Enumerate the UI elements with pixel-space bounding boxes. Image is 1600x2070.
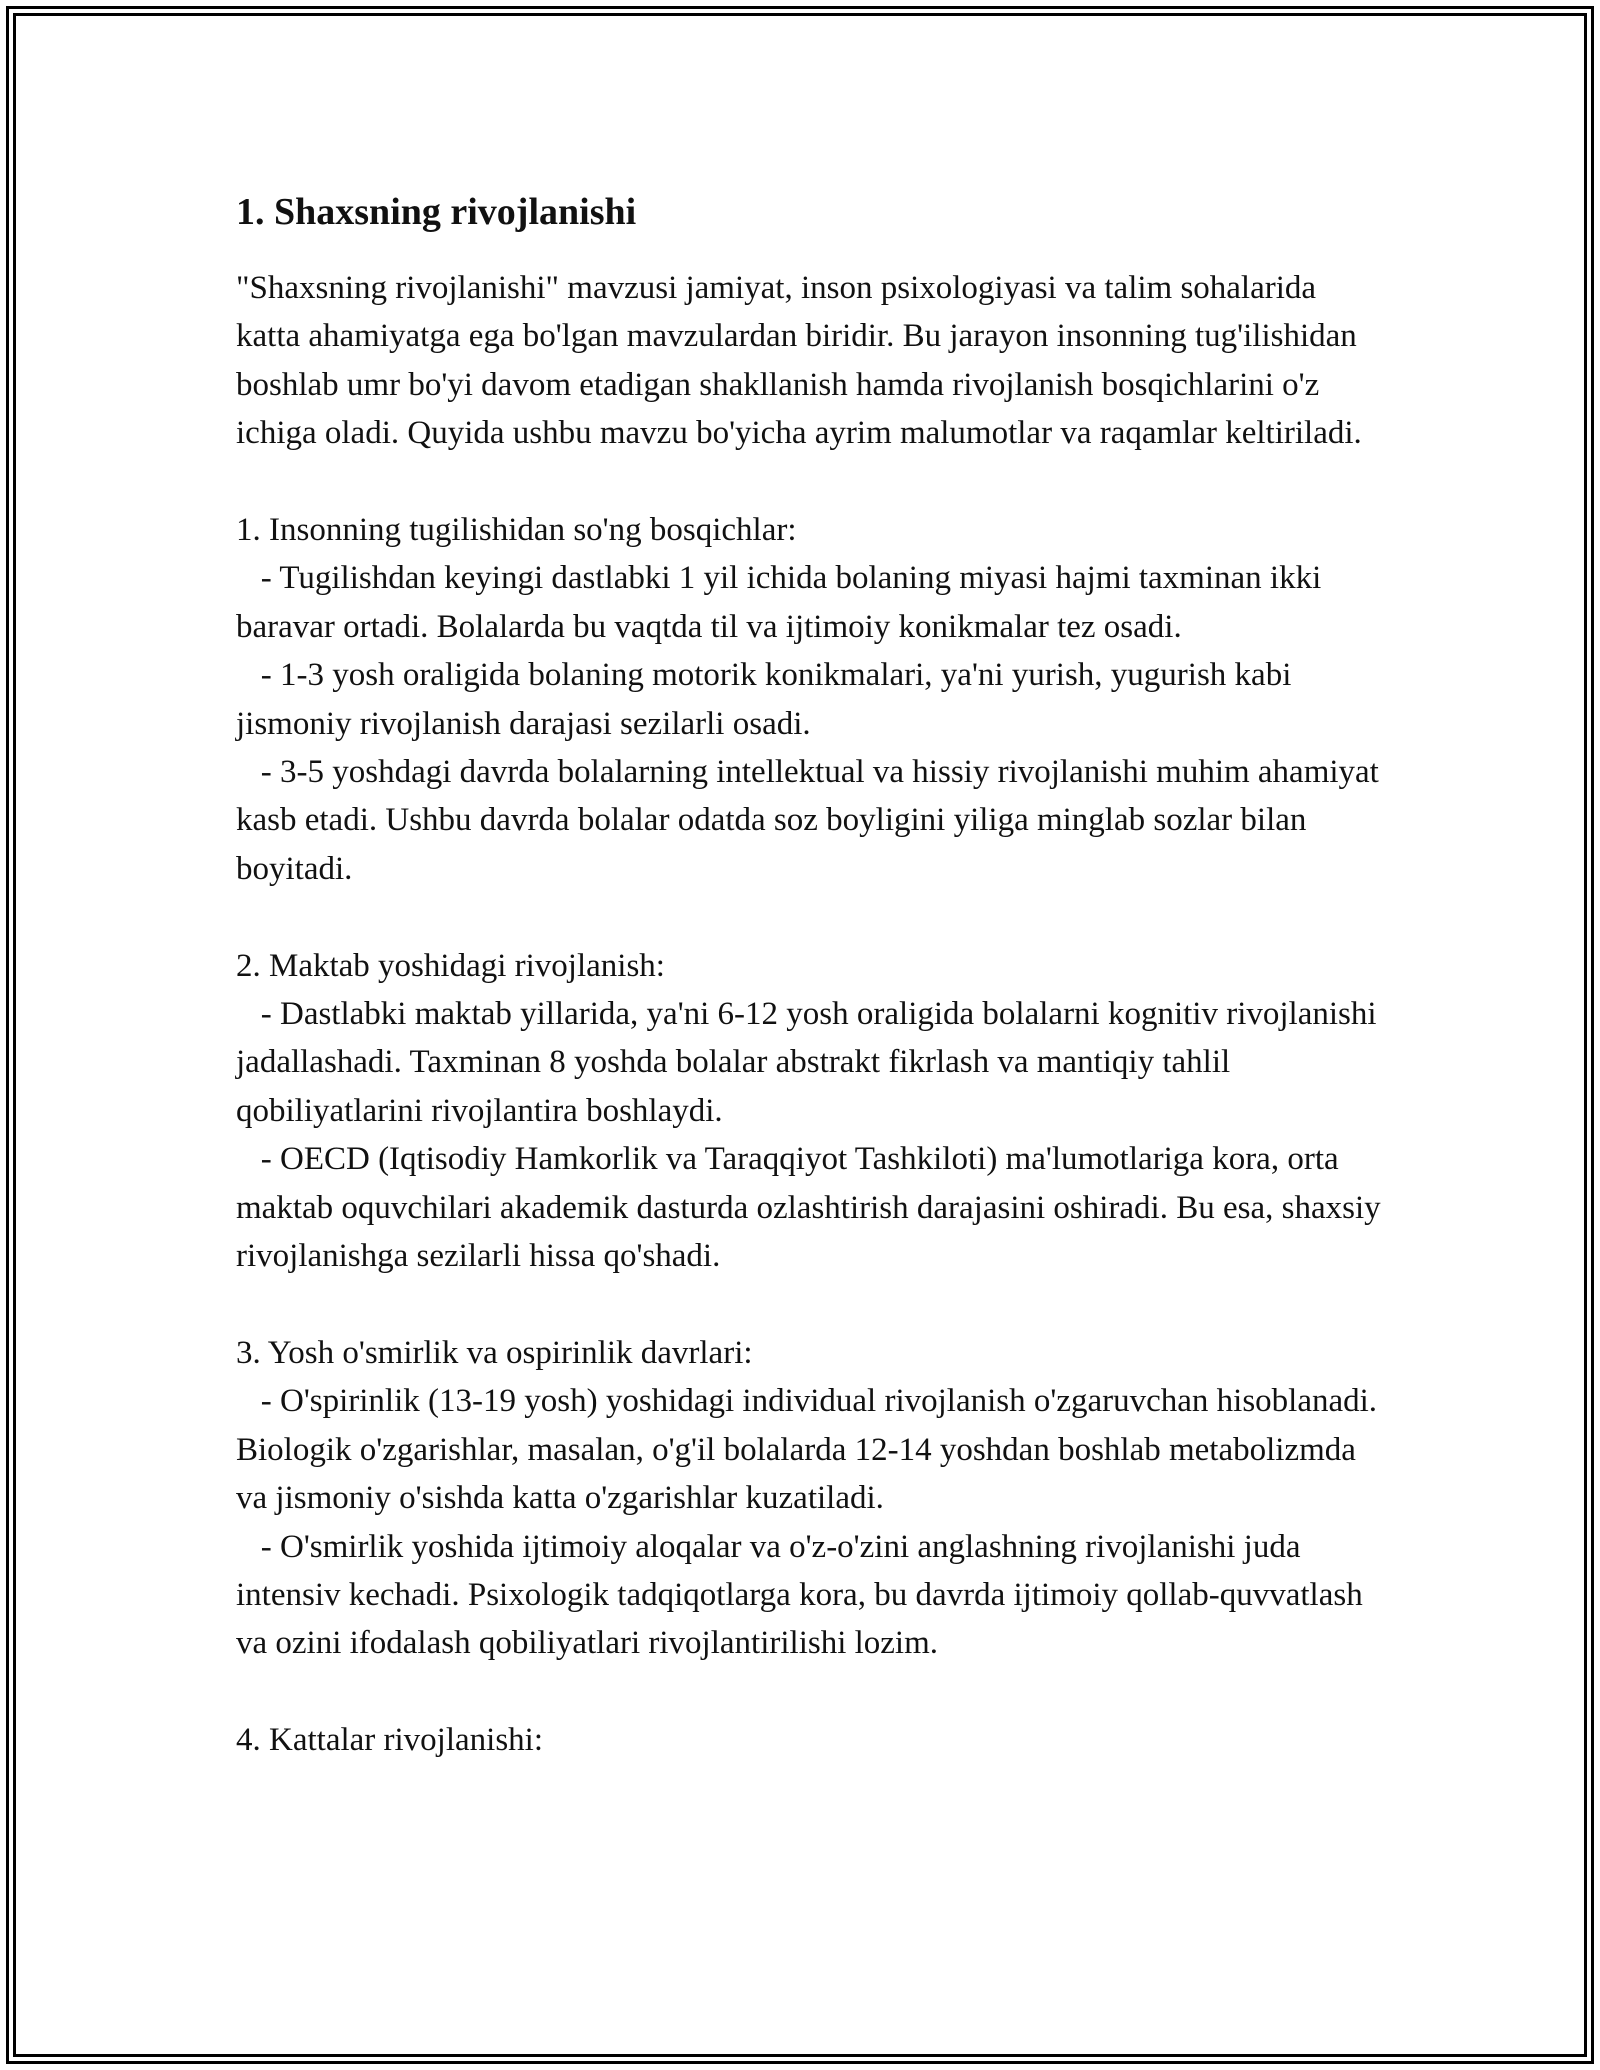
bullet-item: - Tugilishdan keyingi dastlabki 1 yil ichida bolaning miyasi hajmi taxminan ikki baravar ortadi. Bolalarda bu vaqtda til va ijtimoiy konikmalar tez osadi. — [236, 560, 1330, 645]
section-heading: 3. Yosh o'smirlik va ospirinlik davrlari: — [236, 1334, 753, 1371]
bullet-item: - O'smirlik yoshida ijtimoiy aloqalar va o'z-o'zini anglashning rivojlanishi juda intensiv kechadi. Psixologik tadqiqotlarga kora, bu davrda ijtimoiy qollab-quvvatlash va ozini ifodalash qobiliyatlari rivojlantirilishi lozim. — [236, 1528, 1371, 1662]
section-adulthood — [236, 1716, 1386, 1764]
bullet-item: - 3-5 yoshdagi davrda bolalarning intellektual va hissiy rivojlanishi muhim ahamiyat kasb etadi. Ushbu davrda bolalar odatda soz boyligini yiliga minglab sozlar bilan boyitadi. — [236, 754, 1388, 887]
section-heading: 4. Kattalar rivojlanishi: — [236, 1722, 544, 1759]
bullet-item: - O'spirinlik (13-19 yosh) yoshidagi individual rivojlanish o'zgaruvchan hisoblanadi. Biologik o'zgarishlar, masalan, o'g'il bolalarda 12-14 yoshdan boshlab metabolizmda va jismoniy o'sishda katta o'zgarishlar kuzatiladi. — [236, 1383, 1386, 1517]
bullet-item: - Dastlabki maktab yillarida, ya'ni 6-12 yosh oraligida bolalarni kognitiv rivojlanishi jadallashadi. Taxminan 8 yoshda bolalar abstrakt fikrlash va mantiqiy tahlil qobiliyatlarini rivojlantira boshlaydi. — [236, 996, 1385, 1129]
bullet-item: - OECD (Iqtisodiy Hamkorlik va Taraqqiyot Tashkiloti) ma'lumotlariga kora, orta maktab oquvchilari akademik dasturda ozlashtirish darajasini oshiradi. Bu esa, shaxsiy rivojlanishga sezilarli hissa qo'shadi. — [236, 1141, 1389, 1275]
section-infancy — [236, 506, 1386, 893]
section-heading: 2. Maktab yoshidagi rivojlanish: — [236, 947, 665, 984]
section-heading: 1. Insonning tugilishidan so'ng bosqichlar: — [236, 512, 797, 549]
bullet-item: - 1-3 yosh oraligida bolaning motorik konikmalari, ya'ni yurish, yugurish kabi jismoniy rivojlanish darajasi sezilarli osadi. — [236, 657, 1300, 742]
intro-paragraph: "Shaxsning rivojlanishi" mavzusi jamiyat, inson psixologiyasi va talim sohalarida katta ahamiyatga ega bo'lgan mavzulardan biridir. Bu jarayon insonning tug'ilishidan boshlab umr bo'yi davom etadigan shakllanish hamda rivojlanish bosqichlarini o'z ichiga oladi. Quyida ushbu mavzu bo'yicha ayrim malumotlar va raqamlar keltiriladi. — [236, 270, 1362, 452]
document-body — [236, 186, 1389, 1765]
section-school-age — [236, 942, 1389, 1281]
document-title: 1. Shaxsning rivojlanishi — [236, 191, 637, 233]
section-adolescence — [236, 1329, 1386, 1668]
